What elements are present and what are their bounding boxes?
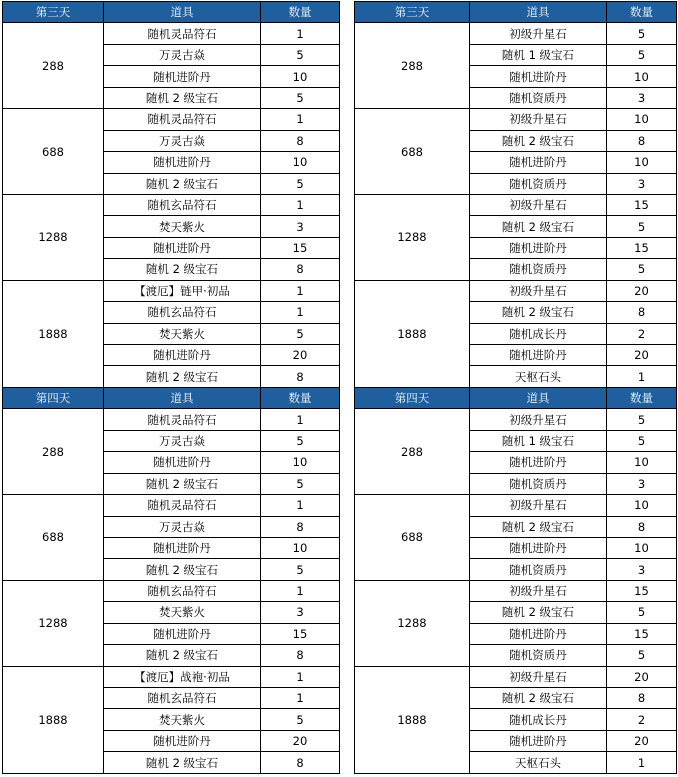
quantity-cell: 15 <box>261 237 340 258</box>
item-cell: 随机 2 级宝石 <box>104 259 261 280</box>
quantity-cell: 5 <box>261 173 340 194</box>
table-row <box>355 280 677 301</box>
quantity-cell: 10 <box>607 452 677 473</box>
item-cell: 随机 2 级宝石 <box>104 173 261 194</box>
item-cell: 随机资质丹 <box>470 173 607 194</box>
quantity-cell: 10 <box>261 452 340 473</box>
tier-cell: 688 <box>355 495 470 581</box>
quantity-cell: 5 <box>607 409 677 430</box>
quantity-cell: 5 <box>261 473 340 494</box>
quantity-cell: 10 <box>607 495 677 516</box>
quantity-cell: 1 <box>261 194 340 215</box>
quantity-cell: 2 <box>607 323 677 344</box>
quantity-cell: 3 <box>607 473 677 494</box>
item-cell: 随机灵品符石 <box>104 495 261 516</box>
quantity-cell: 1 <box>261 23 340 44</box>
item-cell: 随机 2 级宝石 <box>104 366 261 387</box>
item-cell: 随机进阶丹 <box>104 237 261 258</box>
right-reward-table <box>354 1 677 774</box>
item-cell: 焚天紫火 <box>104 709 261 730</box>
item-cell: 随机 1 级宝石 <box>470 430 607 451</box>
quantity-cell: 15 <box>607 194 677 215</box>
item-cell: 随机 2 级宝石 <box>470 130 607 151</box>
quantity-cell: 8 <box>607 130 677 151</box>
item-column-header: 道具 <box>104 387 261 408</box>
quantity-cell: 8 <box>607 516 677 537</box>
tier-cell: 1288 <box>355 194 470 280</box>
item-cell: 随机 2 级宝石 <box>470 602 607 623</box>
left-reward-table <box>2 1 340 774</box>
item-cell: 随机 2 级宝石 <box>470 516 607 537</box>
quantity-cell: 1 <box>261 666 340 687</box>
item-cell: 天枢石头 <box>470 752 607 773</box>
tier-cell: 1288 <box>355 580 470 666</box>
table-row <box>3 23 340 44</box>
item-cell: 初级升星石 <box>470 109 607 130</box>
quantity-column-header: 数量 <box>261 2 340 23</box>
item-cell: 随机玄品符石 <box>104 580 261 601</box>
quantity-cell: 5 <box>607 44 677 65</box>
quantity-cell: 5 <box>607 259 677 280</box>
item-cell: 万灵古焱 <box>104 430 261 451</box>
header-row <box>3 387 340 408</box>
table-row <box>355 580 677 601</box>
item-cell: 焚天紫火 <box>104 216 261 237</box>
quantity-cell: 5 <box>607 216 677 237</box>
item-cell: 随机进阶丹 <box>104 345 261 366</box>
table-row <box>3 666 340 687</box>
item-column-header: 道具 <box>470 2 607 23</box>
quantity-column-header: 数量 <box>607 2 677 23</box>
quantity-cell: 8 <box>261 130 340 151</box>
item-cell: 随机进阶丹 <box>470 730 607 751</box>
item-cell: 随机进阶丹 <box>104 66 261 87</box>
item-cell: 随机资质丹 <box>470 259 607 280</box>
item-cell: 焚天紫火 <box>104 602 261 623</box>
item-cell: 随机资质丹 <box>470 87 607 108</box>
item-cell: 随机 2 级宝石 <box>104 752 261 773</box>
tier-cell: 1888 <box>3 280 104 387</box>
quantity-cell: 15 <box>607 623 677 644</box>
tier-cell: 1888 <box>355 280 470 387</box>
item-cell: 万灵古焱 <box>104 44 261 65</box>
tier-cell: 1288 <box>3 194 104 280</box>
quantity-cell: 10 <box>261 537 340 558</box>
table-row <box>355 409 677 430</box>
table-row <box>355 666 677 687</box>
item-cell: 随机 2 级宝石 <box>470 302 607 323</box>
item-cell: 随机资质丹 <box>470 473 607 494</box>
item-cell: 随机灵品符石 <box>104 409 261 430</box>
quantity-cell: 10 <box>607 152 677 173</box>
table-row <box>355 194 677 215</box>
tier-cell: 288 <box>355 409 470 495</box>
item-cell: 万灵古焱 <box>104 130 261 151</box>
quantity-cell: 8 <box>261 645 340 666</box>
quantity-cell: 1 <box>261 280 340 301</box>
quantity-cell: 15 <box>607 580 677 601</box>
table-row <box>355 495 677 516</box>
quantity-cell: 5 <box>261 87 340 108</box>
item-cell: 初级升星石 <box>470 580 607 601</box>
quantity-cell: 2 <box>607 709 677 730</box>
tier-cell: 288 <box>3 409 104 495</box>
quantity-column-header: 数量 <box>607 387 677 408</box>
tier-cell: 288 <box>3 23 104 109</box>
table-row <box>355 23 677 44</box>
header-row <box>355 2 677 23</box>
quantity-cell: 1 <box>261 688 340 709</box>
quantity-cell: 10 <box>607 109 677 130</box>
tier-cell: 688 <box>3 495 104 581</box>
item-cell: 初级升星石 <box>470 409 607 430</box>
item-cell: 初级升星石 <box>470 666 607 687</box>
quantity-cell: 20 <box>607 730 677 751</box>
item-column-header: 道具 <box>470 387 607 408</box>
item-cell: 随机 2 级宝石 <box>470 216 607 237</box>
item-cell: 随机灵品符石 <box>104 23 261 44</box>
day-header: 第四天 <box>3 387 104 408</box>
quantity-cell: 5 <box>607 645 677 666</box>
day-header: 第三天 <box>3 2 104 23</box>
tier-cell: 688 <box>3 109 104 195</box>
item-cell: 随机玄品符石 <box>104 194 261 215</box>
quantity-cell: 3 <box>261 216 340 237</box>
table-row <box>3 194 340 215</box>
header-row <box>3 2 340 23</box>
quantity-cell: 5 <box>261 44 340 65</box>
quantity-cell: 1 <box>261 302 340 323</box>
item-cell: 万灵古焱 <box>104 516 261 537</box>
quantity-cell: 10 <box>261 66 340 87</box>
quantity-cell: 1 <box>261 409 340 430</box>
quantity-cell: 5 <box>261 709 340 730</box>
quantity-cell: 5 <box>607 23 677 44</box>
tier-cell: 1888 <box>3 666 104 773</box>
quantity-cell: 10 <box>607 66 677 87</box>
quantity-cell: 3 <box>607 173 677 194</box>
quantity-cell: 8 <box>607 302 677 323</box>
quantity-cell: 5 <box>261 559 340 580</box>
item-cell: 随机进阶丹 <box>470 623 607 644</box>
tier-cell: 1888 <box>355 666 470 773</box>
quantity-cell: 8 <box>261 516 340 537</box>
item-cell: 初级升星石 <box>470 280 607 301</box>
item-cell: 初级升星石 <box>470 194 607 215</box>
item-cell: 随机进阶丹 <box>104 623 261 644</box>
table-row <box>355 109 677 130</box>
header-row <box>355 387 677 408</box>
tier-cell: 288 <box>355 23 470 109</box>
quantity-cell: 1 <box>261 109 340 130</box>
item-cell: 随机 2 级宝石 <box>104 87 261 108</box>
quantity-cell: 5 <box>261 323 340 344</box>
quantity-cell: 8 <box>607 688 677 709</box>
item-cell: 初级升星石 <box>470 495 607 516</box>
item-cell: 随机进阶丹 <box>104 537 261 558</box>
item-cell: 随机进阶丹 <box>470 152 607 173</box>
item-cell: 随机 2 级宝石 <box>104 473 261 494</box>
quantity-column-header: 数量 <box>261 387 340 408</box>
table-row <box>3 409 340 430</box>
item-cell: 随机灵品符石 <box>104 109 261 130</box>
day-header: 第四天 <box>355 387 470 408</box>
quantity-cell: 8 <box>261 366 340 387</box>
table-row <box>3 280 340 301</box>
quantity-cell: 20 <box>607 345 677 366</box>
quantity-cell: 1 <box>261 495 340 516</box>
quantity-cell: 20 <box>607 666 677 687</box>
quantity-cell: 3 <box>607 559 677 580</box>
quantity-cell: 15 <box>261 623 340 644</box>
item-cell: 随机玄品符石 <box>104 688 261 709</box>
item-cell: 随机进阶丹 <box>470 452 607 473</box>
quantity-cell: 20 <box>261 730 340 751</box>
item-cell: 天枢石头 <box>470 366 607 387</box>
item-cell: 随机进阶丹 <box>104 152 261 173</box>
item-cell: 随机 1 级宝石 <box>470 44 607 65</box>
table-row <box>3 495 340 516</box>
tier-cell: 688 <box>355 109 470 195</box>
quantity-cell: 10 <box>607 537 677 558</box>
item-cell: 随机进阶丹 <box>470 537 607 558</box>
quantity-cell: 8 <box>261 752 340 773</box>
day-header: 第三天 <box>355 2 470 23</box>
item-cell: 随机 2 级宝石 <box>104 559 261 580</box>
item-cell: 随机进阶丹 <box>470 66 607 87</box>
quantity-cell: 5 <box>607 430 677 451</box>
table-row <box>3 109 340 130</box>
item-cell: 随机成长丹 <box>470 323 607 344</box>
item-cell: 【渡厄】战袍·初品 <box>104 666 261 687</box>
item-cell: 随机进阶丹 <box>470 345 607 366</box>
item-cell: 随机进阶丹 <box>470 237 607 258</box>
item-cell: 随机 2 级宝石 <box>104 645 261 666</box>
tier-cell: 1288 <box>3 580 104 666</box>
quantity-cell: 1 <box>607 752 677 773</box>
item-cell: 随机玄品符石 <box>104 302 261 323</box>
item-column-header: 道具 <box>104 2 261 23</box>
table-row <box>3 580 340 601</box>
item-cell: 随机进阶丹 <box>104 730 261 751</box>
quantity-cell: 20 <box>261 345 340 366</box>
quantity-cell: 3 <box>261 602 340 623</box>
item-cell: 随机 2 级宝石 <box>470 688 607 709</box>
quantity-cell: 5 <box>607 602 677 623</box>
item-cell: 焚天紫火 <box>104 323 261 344</box>
item-cell: 随机资质丹 <box>470 559 607 580</box>
item-cell: 初级升星石 <box>470 23 607 44</box>
quantity-cell: 1 <box>607 366 677 387</box>
quantity-cell: 15 <box>607 237 677 258</box>
quantity-cell: 1 <box>261 580 340 601</box>
quantity-cell: 8 <box>261 259 340 280</box>
item-cell: 随机进阶丹 <box>104 452 261 473</box>
item-cell: 【渡厄】链甲·初品 <box>104 280 261 301</box>
item-cell: 随机成长丹 <box>470 709 607 730</box>
quantity-cell: 5 <box>261 430 340 451</box>
item-cell: 随机资质丹 <box>470 645 607 666</box>
quantity-cell: 20 <box>607 280 677 301</box>
quantity-cell: 3 <box>607 87 677 108</box>
quantity-cell: 10 <box>261 152 340 173</box>
